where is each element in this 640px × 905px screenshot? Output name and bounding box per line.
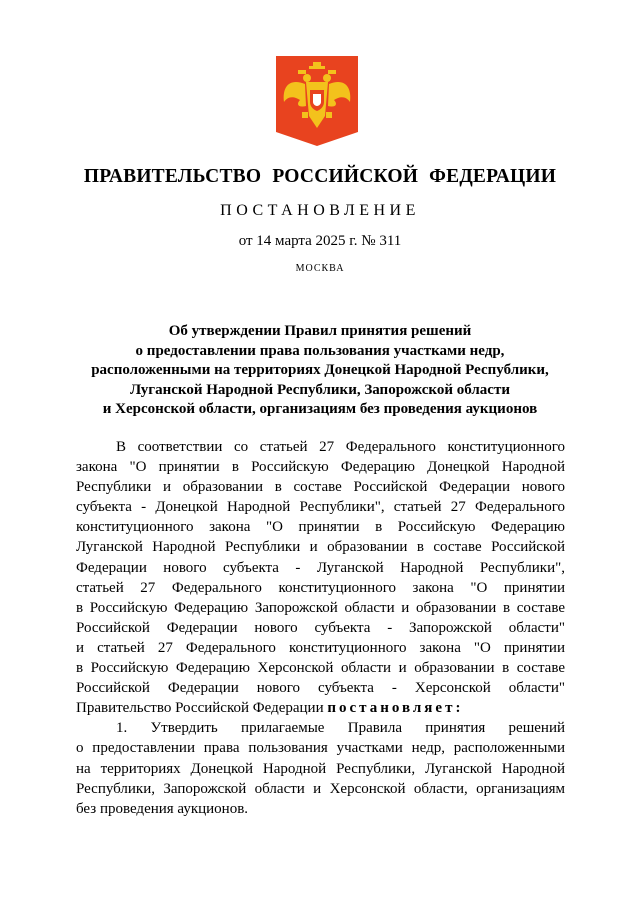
preamble-line: статьей 27 Федерального конституционного закона "О принятии [76,579,565,596]
document-subject [60,322,580,420]
preamble-line: Российской Федерации нового субъекта - Херсонской области" [76,680,565,697]
preamble-line: В соответствии со статьей 27 Федерального конституционного [116,439,565,455]
document-city: МОСКВА [295,263,345,274]
subject-line: расположенными на территориях Донецкой Народной Республики, [91,362,549,378]
document-type: ПОСТАНОВЛЕНИЕ [220,202,420,219]
subject-line: Луганской Народной Республики, Запорожской области [130,381,510,398]
government-title: ПРАВИТЕЛЬСТВО РОССИЙСКОЙ ФЕДЕРАЦИИ [83,166,557,187]
preamble-line: закона "О принятии в Российскую Федерацию Донецкой Народной [76,459,565,476]
state-emblem-icon [276,56,358,146]
preamble-line: субъекта - Донецкой Народной Республики", статьей 27 Федерального [76,499,565,516]
preamble-final-text: Правительство Российской Федерации [76,700,324,717]
decree-word: постановляет: [327,700,464,717]
preamble-line: в Российскую Федерацию Херсонской области и образовании в составе [76,660,565,677]
preamble-line: и статьей 27 Федерального конституционного закона "О принятии [76,639,565,656]
subject-line: Об утверждении Правил принятия решений [168,323,472,339]
item-line: на территориях Донецкой Народной Республики, Луганской Народной [76,760,565,777]
preamble-line: Республики и образовании в составе Российской Федерации нового [76,479,565,496]
preamble-line: Российской Федерации нового субъекта - Запорожской области" [76,619,565,636]
document-date-number: от 14 марта 2025 г. № 311 [238,233,402,249]
subject-line: о предоставлении права пользования участками недр, [135,342,505,359]
item-line: о предоставлении права пользования участками недр, расположенными [76,740,565,757]
preamble-line: Луганской Народной Республики и образовании в составе Российской [76,539,565,556]
preamble-final-line [76,698,565,718]
item-line: 1. Утвердить прилагаемые Правила принятия решений [116,720,565,737]
preamble-line: в Российскую Федерацию Запорожской области и образовании в составе [76,599,565,616]
preamble-line: Федерации нового субъекта - Луганской Народной Республики", [76,559,565,576]
document-body [76,437,565,819]
item-line: Республики, Запорожской области и Херсонской области, организациям [76,780,565,797]
preamble-line: конституционного закона "О принятии в Российскую Федерацию [76,519,565,536]
item-line: без проведения аукционов. [76,800,249,817]
subject-line: и Херсонской области, организациям без проведения аукционов [102,401,538,417]
